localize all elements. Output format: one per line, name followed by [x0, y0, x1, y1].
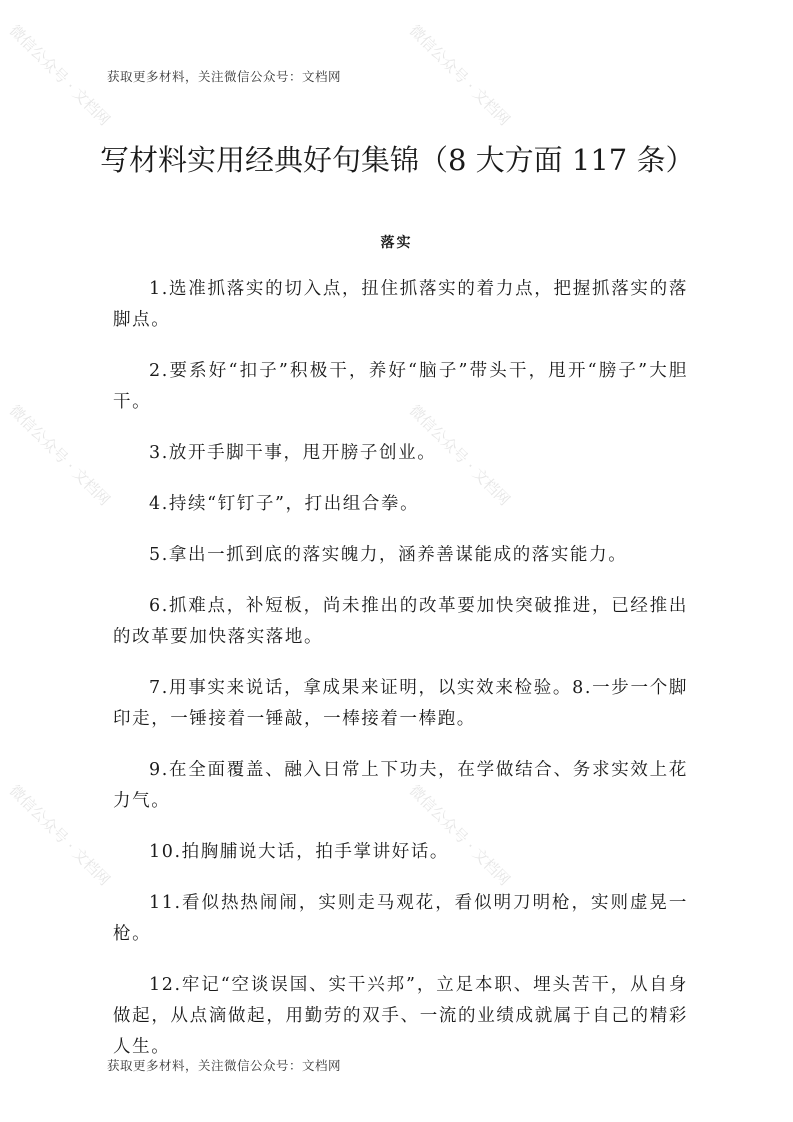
- watermark: 微信公众号 · 文档网: [405, 781, 514, 890]
- list-item: 9.在全面覆盖、融入日常上下功夫，在学做结合、务求实效上花力气。: [113, 760, 688, 811]
- list-item: 3.放开手脚干事，甩开膀子创业。: [149, 443, 437, 463]
- list-item: 10.拍胸脯说大话，拍手掌讲好话。: [149, 842, 450, 862]
- watermark: 微信公众号 · 文档网: [405, 401, 514, 510]
- list-item: 1.选准抓落实的切入点，扭住抓落实的着力点，把握抓落实的落脚点。: [113, 279, 688, 330]
- list-item: 4.持续“钉钉子”，打出组合拳。: [149, 494, 420, 514]
- header-note: 获取更多材料，关注微信公众号：文档网: [107, 69, 342, 84]
- list-item: 12.牢记“空谈误国、实干兴邦”，立足本职、埋头苦干，从自身做起，从点滴做起，用勤劳的双手、一流的业绩成就属于自己的精彩人生。: [113, 975, 688, 1057]
- watermark: 微信公众号 · 文档网: [5, 401, 114, 510]
- section-heading: 落实: [380, 235, 413, 251]
- document-title: 写材料实用经典好句集锦（8 大方面 117 条）: [100, 143, 695, 177]
- watermark: 微信公众号 · 文档网: [405, 21, 514, 130]
- list-item: 2.要系好“扣子”积极干，养好“脑子”带头干，甩开“膀子”大胆干。: [113, 361, 688, 412]
- content-list: [113, 274, 688, 1083]
- list-item: 7.用事实来说话，拿成果来证明，以实效来检验。8.一步一个脚印走，一锤接着一锤敲，一棒接着一棒跑。: [113, 678, 688, 729]
- watermark: 微信公众号 · 文档网: [5, 21, 114, 130]
- list-item: 6.抓难点，补短板，尚未推出的改革要加快突破推进，已经推出的改革要加快落实落地。: [113, 596, 688, 647]
- footer-note: 获取更多材料，关注微信公众号：文档网: [107, 1058, 342, 1073]
- list-item: 11.看似热热闹闹，实则走马观花，看似明刀明枪，实则虚晃一枪。: [113, 893, 688, 944]
- list-item: 5.拿出一抓到底的落实魄力，涵养善谋能成的落实能力。: [149, 545, 628, 565]
- watermark: 微信公众号 · 文档网: [5, 781, 114, 890]
